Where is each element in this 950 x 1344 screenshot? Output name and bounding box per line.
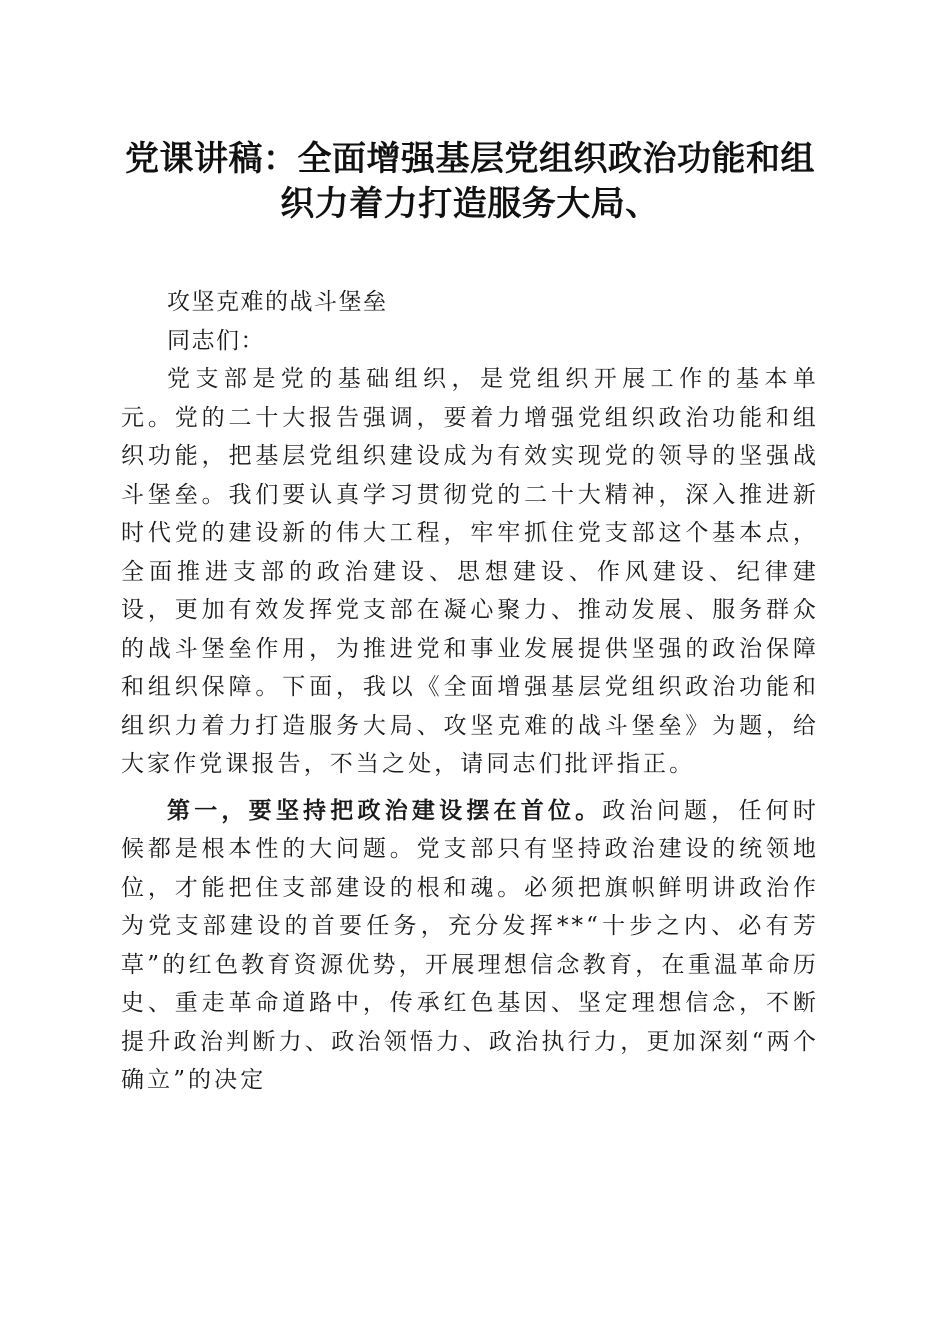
title-line-1: 党课讲稿：全面增强基层党组织政治功能和组 xyxy=(125,139,815,179)
section-1-paragraph xyxy=(121,792,819,1100)
greeting: 同志们： xyxy=(167,327,265,354)
section-1-body: 政治问题，任何时候都是根本性的大问题。党支部只有坚持政治建设的统领地位，才能把住支部建设的根和魂。必须把旗帜鲜明讲政治作为党支部建设的首要任务，充分发挥**“十步之内、必有芳草”的红色教育资源优势，开展理想信念教育，在重温革命历史、重走革命道路中，传承红色基因、坚定理想信念，不断提升政治判断力、政治领悟力、政治执行力，更加深刻“两个确立”的决定 xyxy=(121,797,819,1093)
document-title xyxy=(112,137,828,227)
subtitle-line: 攻坚克难的战斗堡垒 xyxy=(167,289,388,315)
section-1-heading: 第一，要坚持把政治建设摆在首位。 xyxy=(167,796,603,824)
document-body xyxy=(121,283,819,1100)
intro-paragraph: 党支部是党的基础组织，是党组织开展工作的基本单元。党的二十大报告强调，要着力增强党组织政治功能和组织功能，把基层党组织建设成为有效实现党的领导的坚强战斗堡垒。我们要认真学习贯彻党的二十大精神，深入推进新时代党的建设新的伟大工程，牢牢抓住党支部这个基本点，全面推进支部的政治建设、思想建设、作风建设、纪律建设，更加有效发挥党支部在凝心聚力、推动发展、服务群众的战斗堡垒作用，为推进党和事业发展提供坚强的政治保障和组织保障。下面，我以《全面增强基层党组织政治功能和组织力着力打造服务大局、攻坚克难的战斗堡垒》为题，给大家作党课报告，不当之处，请同志们批评指正。 xyxy=(121,366,819,777)
title-line-2: 织力着力打造服务大局、 xyxy=(280,184,660,224)
